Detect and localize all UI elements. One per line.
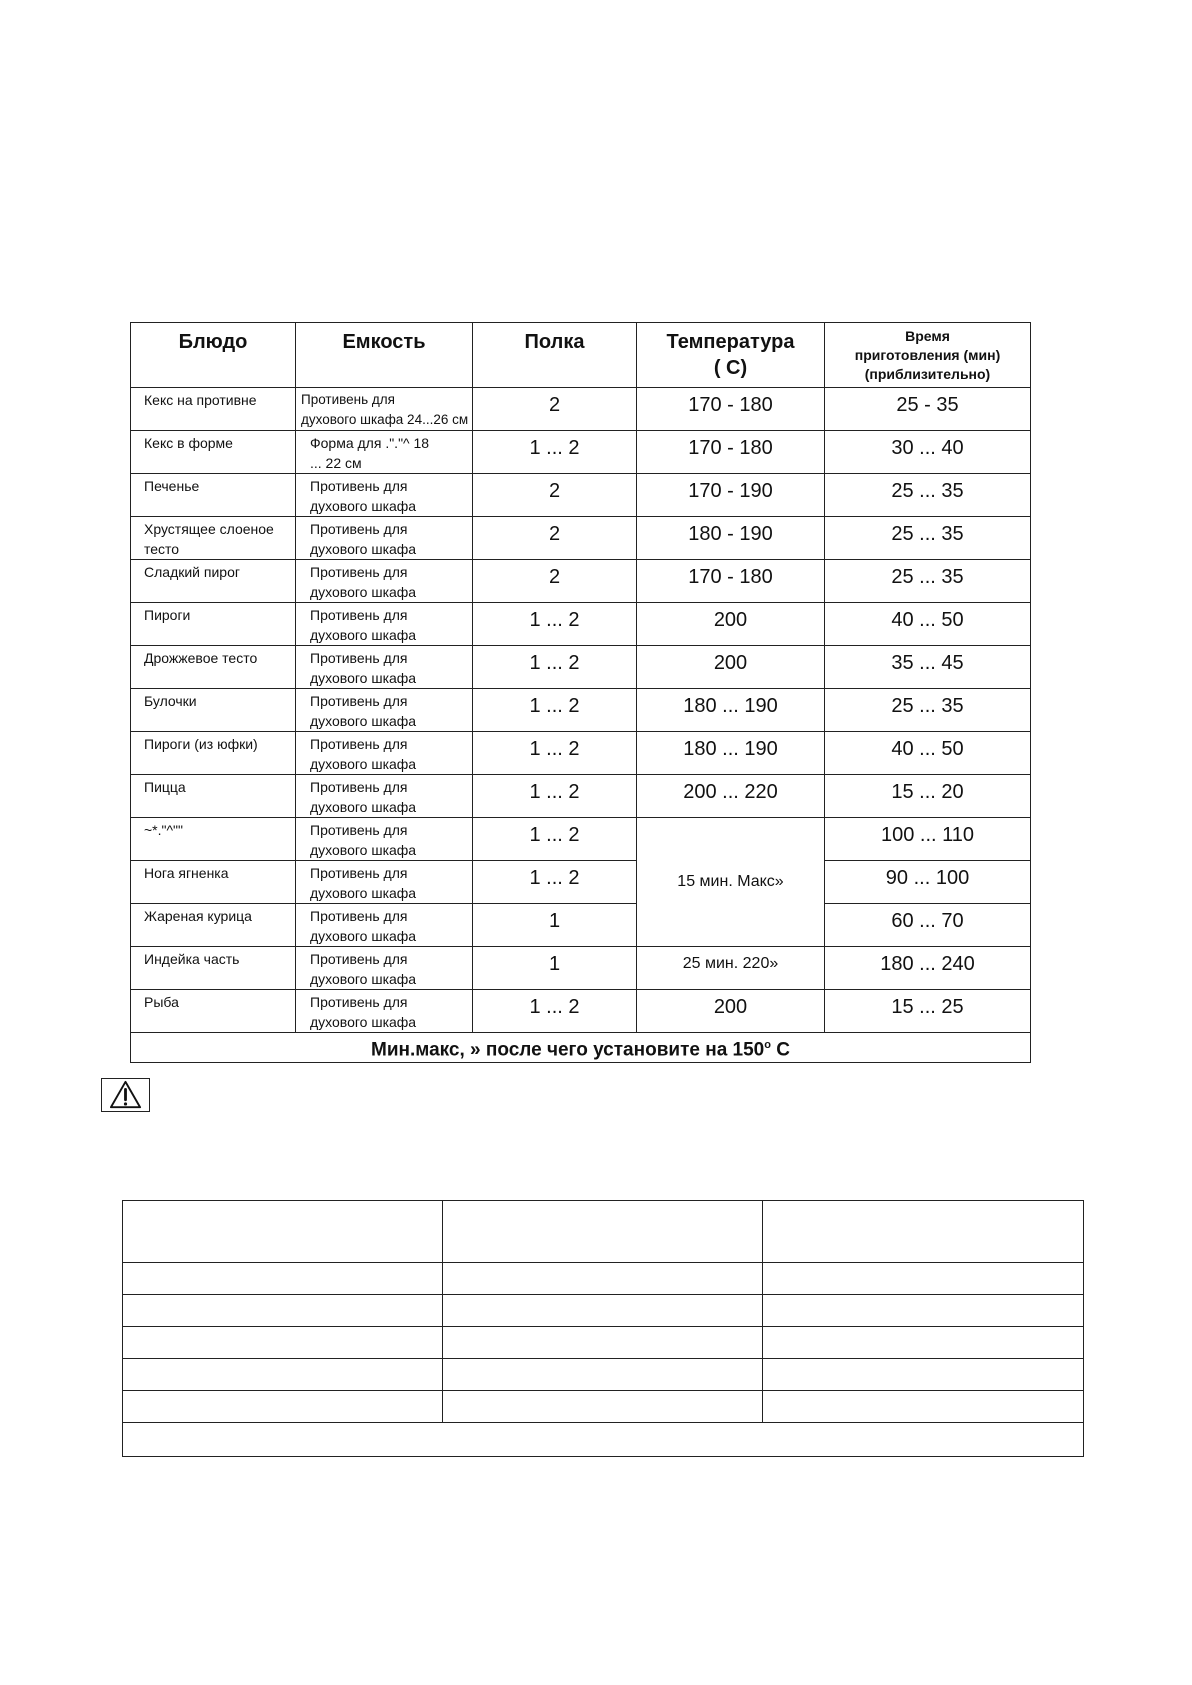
container-line2: духового шкафа <box>310 928 417 944</box>
dish-cell: Кекс на противне <box>131 388 296 431</box>
table-footer-row <box>131 1033 1031 1063</box>
shelf-cell: 1 ... 2 <box>473 431 637 474</box>
temperature-cell: 25 мин. 220» <box>637 947 825 990</box>
cooking-table <box>130 322 1031 1063</box>
container-line2: духового шкафа <box>310 670 417 686</box>
dish-cell <box>131 517 296 560</box>
time-cell: 25 ... 35 <box>825 689 1031 732</box>
header-dish: Блюдо <box>131 323 296 388</box>
container-line1: Противень для <box>310 908 408 924</box>
temperature-cell: 180 ... 190 <box>637 732 825 775</box>
container-line2: духового шкафа <box>310 627 417 643</box>
blank-table-row <box>123 1295 1084 1327</box>
dish-cell: ~*."^"" <box>131 818 296 861</box>
temperature-cell: 200 <box>637 990 825 1033</box>
container-line2: духового шкафа 24...26 см <box>301 412 469 427</box>
blank-cell <box>123 1295 443 1327</box>
container-cell <box>296 775 473 818</box>
blank-table-row <box>123 1327 1084 1359</box>
header-temperature-line1: Температура <box>666 331 795 353</box>
table-row <box>131 560 1031 603</box>
time-cell: 60 ... 70 <box>825 904 1031 947</box>
temperature-cell: 170 - 190 <box>637 474 825 517</box>
temperature-cell: 170 - 180 <box>637 388 825 431</box>
header-container: Емкость <box>296 323 473 388</box>
shelf-cell: 1 ... 2 <box>473 861 637 904</box>
container-cell <box>296 517 473 560</box>
dish-line2: тесто <box>144 541 180 557</box>
dish-cell: Пироги (из юфки) <box>131 732 296 775</box>
table-row <box>131 388 1031 431</box>
container-line2: духового шкафа <box>310 756 417 772</box>
shelf-cell: 1 ... 2 <box>473 689 637 732</box>
dish-cell: Дрожжевое тесто <box>131 646 296 689</box>
dish-cell: Пироги <box>131 603 296 646</box>
blank-cell <box>123 1327 443 1359</box>
footer-text: Мин.макс, » после чего установите на 150 <box>371 1039 765 1061</box>
time-cell: 35 ... 45 <box>825 646 1031 689</box>
header-time-line3: (приблизительно) <box>864 366 991 382</box>
container-line2: духового шкафа <box>310 1014 417 1030</box>
blank-cell <box>763 1359 1084 1391</box>
header-time-line2: приготовления (мин) <box>854 347 1001 363</box>
dish-cell: Булочки <box>131 689 296 732</box>
time-cell: 15 ... 25 <box>825 990 1031 1033</box>
time-cell: 25 ... 35 <box>825 474 1031 517</box>
shelf-cell: 1 ... 2 <box>473 732 637 775</box>
container-line2: духового шкафа <box>310 842 417 858</box>
shelf-cell: 1 <box>473 904 637 947</box>
footer-unit: C <box>770 1039 790 1061</box>
temperature-cell: 180 - 190 <box>637 517 825 560</box>
dish-cell: Кекс в форме <box>131 431 296 474</box>
header-time <box>825 323 1031 388</box>
blank-cell <box>763 1327 1084 1359</box>
container-line1: Противень для <box>310 564 408 580</box>
table-header-row <box>131 323 1031 388</box>
dish-cell: Нога ягненка <box>131 861 296 904</box>
shelf-cell: 1 ... 2 <box>473 603 637 646</box>
container-line1: Противень для <box>310 607 408 623</box>
table-row <box>131 689 1031 732</box>
blank-cell <box>443 1327 763 1359</box>
shelf-cell: 2 <box>473 474 637 517</box>
temperature-cell: 200 ... 220 <box>637 775 825 818</box>
table-row <box>131 775 1031 818</box>
container-line1: Противень для <box>310 521 408 537</box>
header-shelf: Полка <box>473 323 637 388</box>
container-line1: Противень для <box>310 478 408 494</box>
shelf-cell: 1 ... 2 <box>473 646 637 689</box>
table-row <box>131 474 1031 517</box>
container-line1: Противень для <box>310 779 408 795</box>
dish-cell: Печенье <box>131 474 296 517</box>
warning-triangle-svg <box>102 1079 149 1111</box>
blank-cell <box>443 1359 763 1391</box>
temperature-cell: 170 - 180 <box>637 560 825 603</box>
time-cell: 40 ... 50 <box>825 732 1031 775</box>
dish-cell: Жареная курица <box>131 904 296 947</box>
table-row <box>131 732 1031 775</box>
container-line2: ... 22 см <box>310 455 362 471</box>
header-temperature <box>637 323 825 388</box>
container-line1: Противень для <box>310 951 408 967</box>
blank-table-row <box>123 1359 1084 1391</box>
blank-cell <box>123 1201 443 1263</box>
time-cell: 90 ... 100 <box>825 861 1031 904</box>
blank-cell <box>443 1263 763 1295</box>
blank-table-row <box>123 1263 1084 1295</box>
blank-cell <box>763 1263 1084 1295</box>
dish-cell: Пицца <box>131 775 296 818</box>
blank-cell <box>443 1201 763 1263</box>
footer-degree: o <box>764 1039 771 1051</box>
blank-cell <box>763 1295 1084 1327</box>
blank-table-header-row <box>123 1201 1084 1263</box>
container-line2: духового шкафа <box>310 498 417 514</box>
table-row <box>131 431 1031 474</box>
table-row <box>131 947 1031 990</box>
container-cell <box>296 431 473 474</box>
container-cell <box>296 689 473 732</box>
container-line2: духового шкафа <box>310 713 417 729</box>
container-cell <box>296 560 473 603</box>
dish-cell: Сладкий пирог <box>131 560 296 603</box>
container-line2: духового шкафа <box>310 971 417 987</box>
time-cell: 40 ... 50 <box>825 603 1031 646</box>
blank-cell <box>123 1423 1084 1457</box>
shelf-cell: 2 <box>473 388 637 431</box>
container-cell <box>296 474 473 517</box>
shelf-cell: 1 ... 2 <box>473 818 637 861</box>
blank-cell <box>443 1391 763 1423</box>
container-line2: духового шкафа <box>310 541 417 557</box>
blank-cell <box>763 1201 1084 1263</box>
container-cell <box>296 861 473 904</box>
shelf-cell: 1 <box>473 947 637 990</box>
blank-cell <box>123 1391 443 1423</box>
temperature-cell: 170 - 180 <box>637 431 825 474</box>
table-row <box>131 603 1031 646</box>
temperature-cell: 180 ... 190 <box>637 689 825 732</box>
time-cell: 180 ... 240 <box>825 947 1031 990</box>
table-row <box>131 861 1031 904</box>
shelf-cell: 1 ... 2 <box>473 775 637 818</box>
temperature-cell: 200 <box>637 603 825 646</box>
header-temperature-line2: ( C) <box>713 357 748 379</box>
container-line1: Противень для <box>310 822 408 838</box>
time-cell: 25 ... 35 <box>825 517 1031 560</box>
dish-line1: Хрустящее слоеное <box>144 521 274 537</box>
container-cell <box>296 904 473 947</box>
shelf-cell: 1 ... 2 <box>473 990 637 1033</box>
blank-cell <box>123 1263 443 1295</box>
container-cell <box>296 990 473 1033</box>
blank-cell <box>763 1391 1084 1423</box>
merged-temperature-cell: 15 мин. Макс» <box>637 818 825 947</box>
time-cell: 15 ... 20 <box>825 775 1031 818</box>
container-cell <box>296 818 473 861</box>
container-line1: Противень для <box>301 392 395 407</box>
container-line1: Противень для <box>310 865 408 881</box>
container-cell <box>296 732 473 775</box>
container-line1: Противень для <box>310 736 408 752</box>
dish-cell: Рыба <box>131 990 296 1033</box>
header-time-line1: Время <box>905 328 950 344</box>
blank-table-row <box>123 1391 1084 1423</box>
container-line2: духового шкафа <box>310 584 417 600</box>
time-cell: 30 ... 40 <box>825 431 1031 474</box>
table-row <box>131 646 1031 689</box>
blank-cell <box>443 1295 763 1327</box>
container-line1: Форма для ."."^ 18 <box>310 435 430 451</box>
container-cell <box>296 388 473 431</box>
blank-table <box>122 1200 1084 1457</box>
time-cell: 100 ... 110 <box>825 818 1031 861</box>
shelf-cell: 2 <box>473 517 637 560</box>
blank-cell <box>123 1359 443 1391</box>
dish-cell: Индейка часть <box>131 947 296 990</box>
table-row <box>131 818 1031 861</box>
container-cell <box>296 646 473 689</box>
blank-table-footer-row <box>123 1423 1084 1457</box>
time-cell: 25 ... 35 <box>825 560 1031 603</box>
container-cell <box>296 603 473 646</box>
container-line1: Противень для <box>310 650 408 666</box>
container-line1: Противень для <box>310 994 408 1010</box>
table-row <box>131 990 1031 1033</box>
container-cell <box>296 947 473 990</box>
container-line2: духового шкафа <box>310 885 417 901</box>
temperature-cell: 200 <box>637 646 825 689</box>
warning-triangle-icon <box>101 1078 150 1112</box>
container-line1: Противень для <box>310 693 408 709</box>
container-line2: духового шкафа <box>310 799 417 815</box>
table-row <box>131 904 1031 947</box>
footer-note <box>131 1033 1031 1063</box>
table-row <box>131 517 1031 560</box>
time-cell: 25 - 35 <box>825 388 1031 431</box>
shelf-cell: 2 <box>473 560 637 603</box>
